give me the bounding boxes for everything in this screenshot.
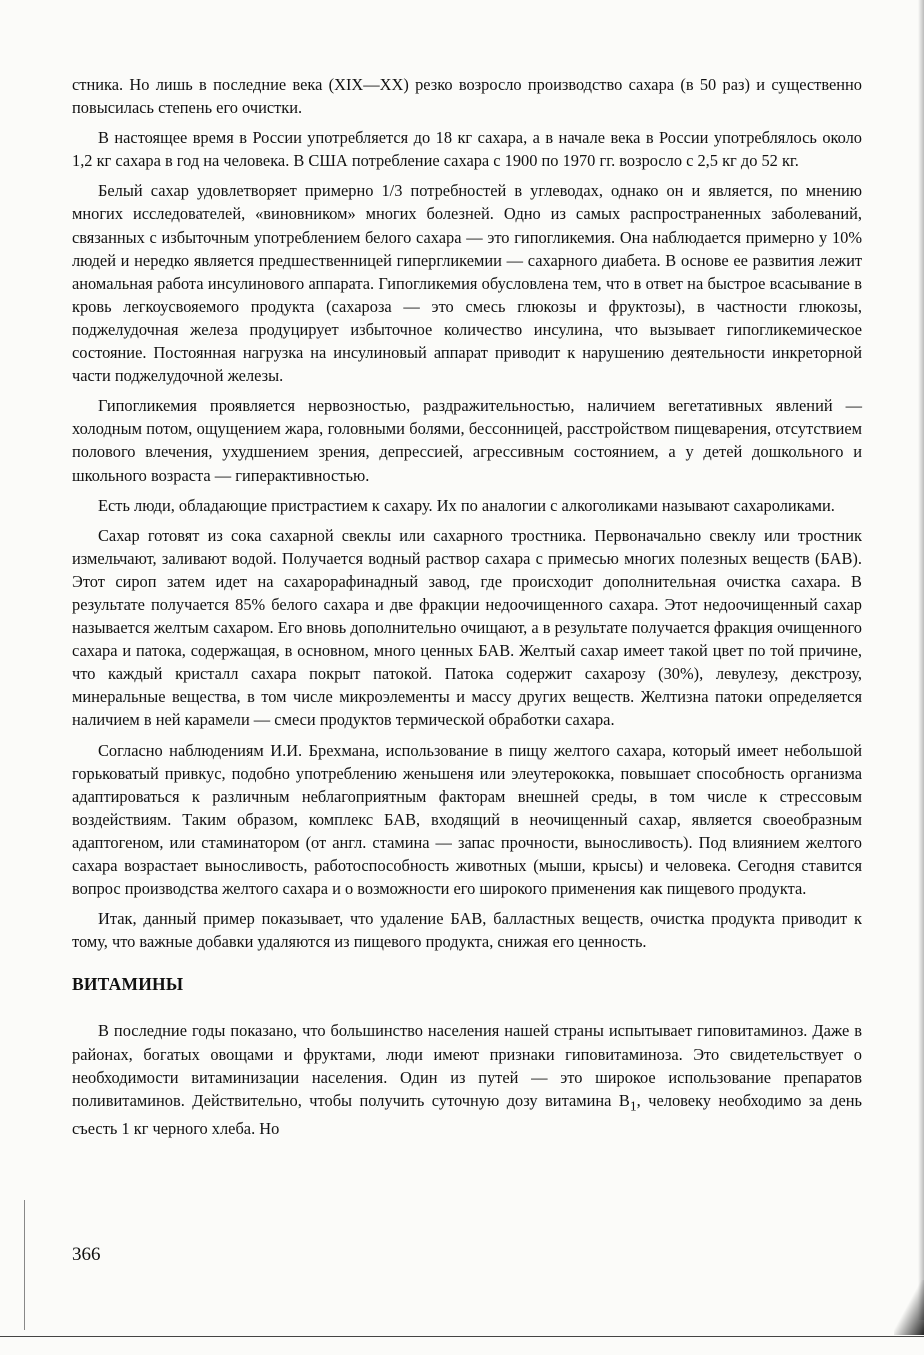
- vitamins-text-start: В последние годы показано, что большинство населения нашей страны испытывает гиповитаминоз. Даже в районах, богатых овощами и фруктами, люди имеют признаки гиповитаминоза. Это свидетельствует о необходимости витаминизации населения. Один из путей — это широкое использование препаратов поливитаминов. Действительно, чтобы получить суточную дозу витамина B: [72, 1021, 862, 1110]
- paragraph: В настоящее время в России употребляется до 18 кг сахара, а в начале века в России употреблялось около 1,2 кг сахара в год на человека. В США потребление сахара с 1900 по 1970 гг. возросло с 2,5 кг до 52 кг.: [72, 128, 862, 171]
- section-heading: ВИТАМИНЫ: [72, 974, 184, 995]
- paragraph: Согласно наблюдениям И.И. Брехмана, использование в пищу желтого сахара, который имеет небольшой горьковатый привкус, подобно употреблению женьшеня или элеутерококка, повышает способность организма адаптироваться к различным неблагоприятным факторам внешней среды, в том числе к стрессовым воздействиям. Таким образом, комплекс БАВ, входящий в неочищенный сахар, является своеобразным адаптогеном, или стаминатором (от англ. стамина — запас прочности, выносливость). Под влиянием желтого сахара возрастает выносливость, работоспособность животных (мыши, крысы) и человека. Сегодня ставится вопрос производства желтого сахара и о возможности его широкого применения как пищевого продукта.: [72, 740, 862, 899]
- paragraph: стника. Но лишь в последние века (XIX—XX) резко возросло производство сахара (в 50 раз) и существенно повысилась степень его очистки.: [72, 75, 862, 118]
- paragraph: Сахар готовят из сока сахарной свеклы или сахарного тростника. Первоначально свеклу или тростник измельчают, заливают водой. Получается водный раствор сахара с примесью многих полезных веществ (БАВ). Этот сироп затем идет на сахарорафинадный завод, где происходит дополнительная очистка сахара. В результате получается 85% белого сахара и две фракции недоочищенного сахара. Этот недоочищенный сахар называется желтым сахаром. Его вновь дополнительно очищают, а в результате получается фракция очищенного сахара и патока, содержащая, в основном, много ценных БАВ. Желтый сахар имеет такой цвет по той причине, что каждый кристалл сахара покрыт патокой. Патока содержит сахарозу (30%), левулезу, декстрозу, минеральные вещества, в том числе микроэлементы и массу других веществ. Желтизна патоки определяется наличием в ней карамели — смеси продуктов термической обработки сахара.: [72, 525, 862, 730]
- vitamin-subscript: 1: [629, 1098, 637, 1114]
- paragraph: Белый сахар удовлетворяет примерно 1/3 потребностей в углеводах, однако он и является, по мнению многих исследователей, «виновником» многих болезней. Одно из самых распространенных заболеваний, связанных с избыточным употреблением белого сахара — это гипогликемия. Она наблюдается примерно у 10% людей и нередко является предшественницей гипергликемии — сахарного диабета. В основе ее развития лежит аномальная работа инсулинового аппарата. Гипогликемия обусловлена тем, что в ответ на быстрое всасывание в кровь легкоусвояемого продукта (сахароза — это смесь глюкозы и фруктозы), в частности глюкозы, поджелудочная железа продуцирует избыточное количество инсулина, что вызывает гипогликемическое состояние. Постоянная нагрузка на инсулиновый аппарат приводит к нарушению деятельности инкреторной части поджелудочной железы.: [72, 181, 862, 386]
- page-text: [72, 73, 862, 1147]
- paragraph: Есть люди, обладающие пристрастием к сахару. Их по аналогии с алкоголиками называют сахароликами.: [98, 495, 835, 515]
- scan-bottom-edge: [0, 1336, 924, 1337]
- scan-edge-shadow: [918, 0, 924, 1320]
- paragraph-vitamins: [72, 1019, 862, 1140]
- scan-corner-shadow: [894, 1280, 924, 1335]
- paragraph: Гипогликемия проявляется нервозностью, раздражительностью, наличием вегетативных явлений — холодным потом, ощущением жара, головными болями, бессонницей, расстройством пищеварения, отсутствием полового влечения, ухудшением зрения, депрессией, агрессивным состоянием, а у детей дошкольного и школьного возраста — гиперактивностью.: [72, 396, 862, 485]
- page-number: 366: [72, 1244, 101, 1265]
- paragraph: Итак, данный пример показывает, что удаление БАВ, балластных веществ, очистка продукта приводит к тому, что важные добавки удаляются из пищевого продукта, снижая его ценность.: [72, 909, 862, 952]
- scan-left-mark: [24, 1200, 25, 1330]
- vitamins-text-end: , человеку необходимо за день съесть 1 кг черного хлеба. Но: [72, 1090, 863, 1139]
